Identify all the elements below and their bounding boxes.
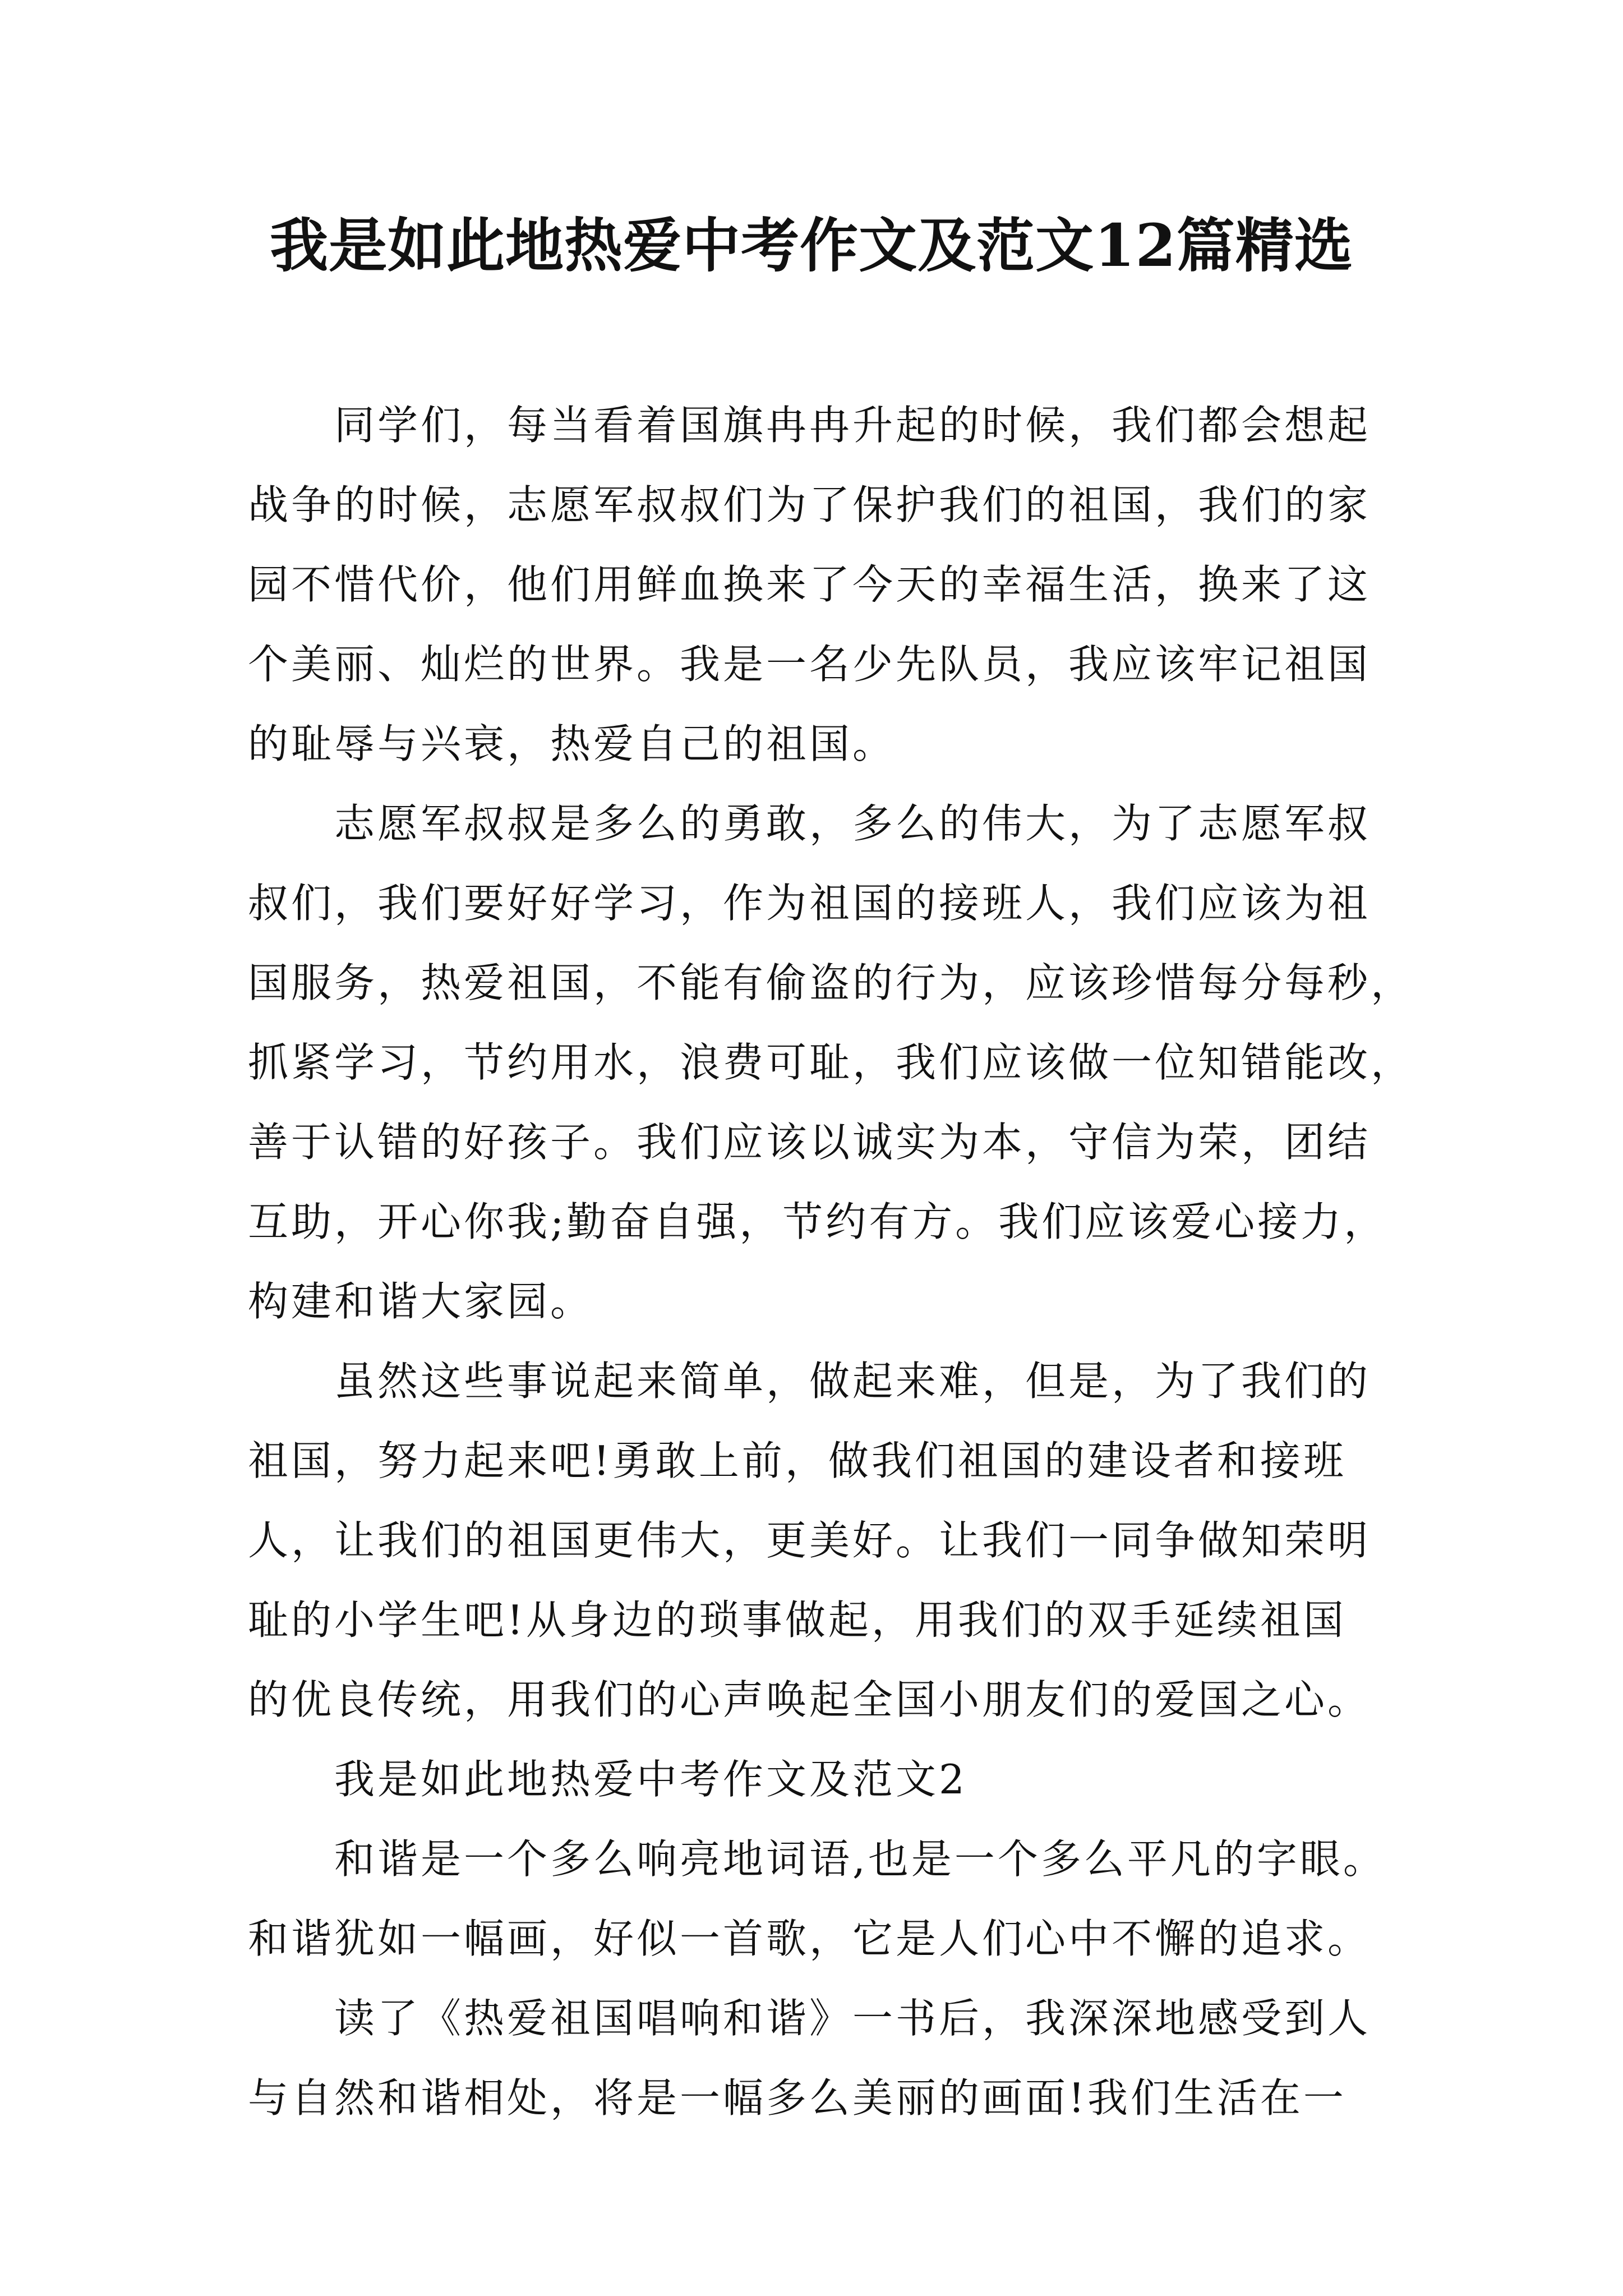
text-line: 耻的小学生吧!从身边的琐事做起，用我们的双手延续祖国 — [248, 1596, 1347, 1644]
text-line: 叔们，我们要好好学习，作为祖国的接班人，我们应该为祖 — [248, 880, 1371, 927]
text-line: 互助，开心你我;勤奋自强，节约有方。我们应该爱心接力， — [248, 1198, 1387, 1245]
text-line: 虽然这些事说起来简单，做起来难，但是，为了我们的 — [334, 1358, 1371, 1405]
text-line: 和谐犹如一幅画，好似一首歌，它是人们心中不懈的追求。 — [248, 1915, 1371, 1962]
document-title: 我是如此地热爱中考作文及范文12篇精选 — [270, 211, 1353, 280]
text-line: 读了《热爱祖国唱响和谐》一书后，我深深地感受到人 — [334, 1995, 1371, 2042]
text-line: 构建和谐大家园。 — [248, 1278, 594, 1325]
text-line: 国服务，热爱祖国，不能有偷盗的行为，应该珍惜每分每秒， — [248, 959, 1414, 1006]
text-line: 与自然和谐相处，将是一幅多么美丽的画面!我们生活在一 — [248, 2074, 1347, 2122]
text-line: 园不惜代价，他们用鲜血换来了今天的幸福生活，换来了这 — [248, 561, 1371, 608]
text-line: 善于认错的好孩子。我们应该以诚实为本，守信为荣，团结 — [248, 1119, 1371, 1166]
text-line: 和谐是一个多么响亮地词语,也是一个多么平凡的字眼。 — [334, 1835, 1386, 1883]
text-line: 志愿军叔叔是多么的勇敢，多么的伟大，为了志愿军叔 — [334, 800, 1371, 847]
text-line: 抓紧学习，节约用水，浪费可耻，我们应该做一位知错能改， — [248, 1039, 1414, 1086]
document-body — [248, 385, 1414, 2138]
text-line: 祖国，努力起来吧!勇敢上前，做我们祖国的建设者和接班 — [248, 1437, 1347, 1484]
text-line: 的耻辱与兴衰，热爱自己的祖国。 — [248, 720, 896, 767]
text-line: 个美丽、灿烂的世界。我是一名少先队员，我应该牢记祖国 — [248, 641, 1371, 688]
text-line: 我是如此地热爱中考作文及范文2 — [334, 1756, 967, 1803]
text-line: 战争的时候，志愿军叔叔们为了保护我们的祖国，我们的家 — [248, 481, 1371, 528]
text-line: 人，让我们的祖国更伟大，更美好。让我们一同争做知荣明 — [248, 1517, 1371, 1564]
text-line: 的优良传统，用我们的心声唤起全国小朋友们的爱国之心。 — [248, 1676, 1371, 1723]
text-line: 同学们，每当看着国旗冉冉升起的时候，我们都会想起 — [334, 402, 1371, 449]
